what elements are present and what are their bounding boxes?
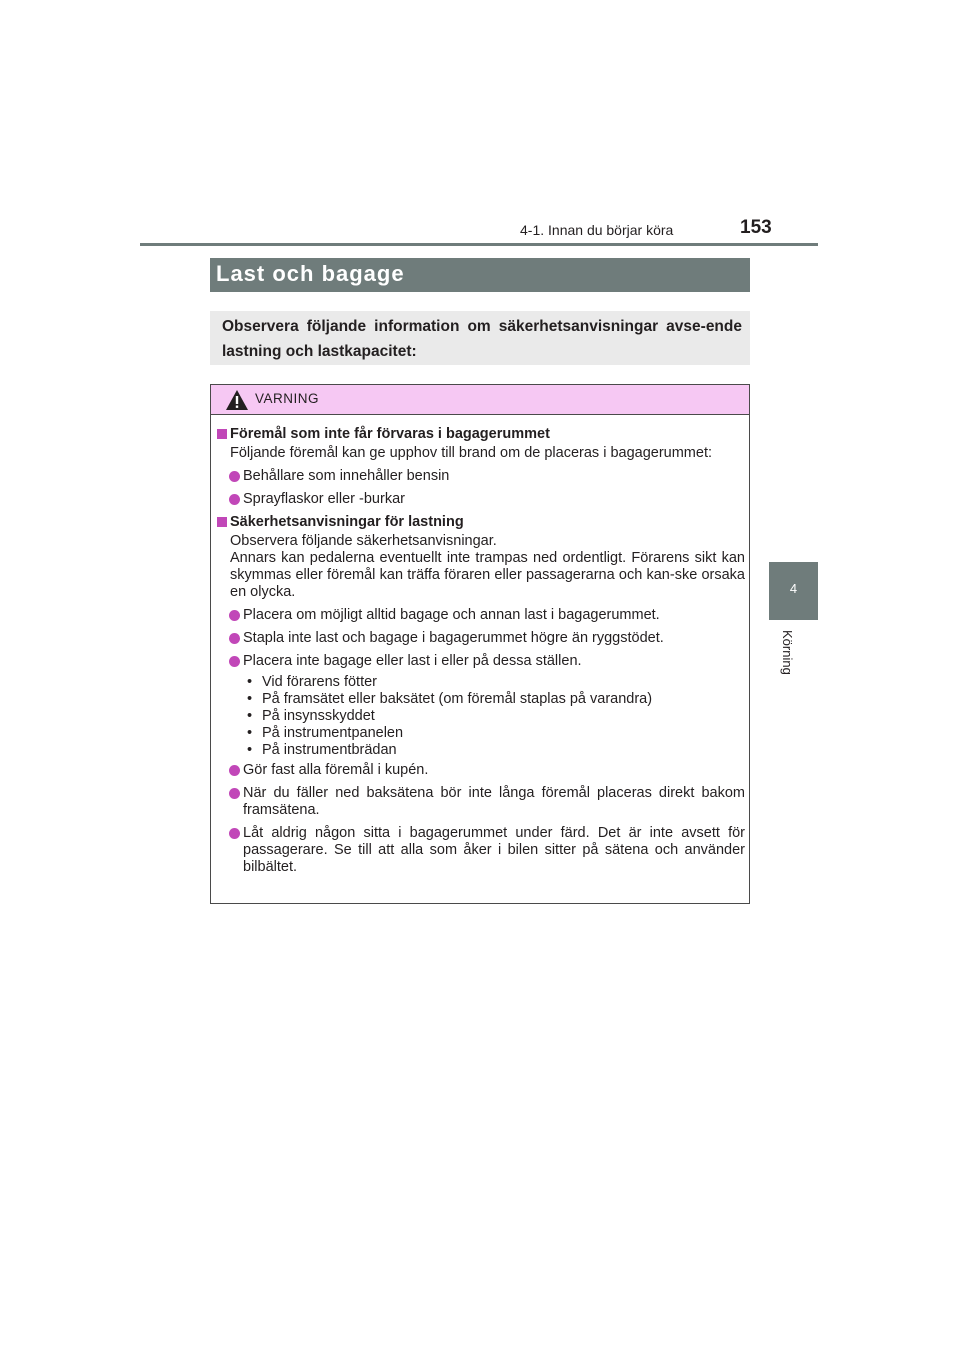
section-heading-text: Föremål som inte får förvaras i bagagerummet	[230, 426, 550, 442]
section-heading-text: Säkerhetsanvisningar för lastning	[230, 514, 464, 530]
section-paragraph: Observera följande säkerhetsanvisningar.	[230, 533, 497, 549]
round-bullet-icon	[229, 633, 240, 644]
sub-list-item	[247, 725, 745, 742]
warning-label: VARNING	[255, 391, 320, 406]
sub-list-item	[247, 742, 745, 759]
section-paragraph: Följande föremål kan ge upphov till brand om de placeras i bagagerummet:	[230, 445, 712, 461]
list-item	[217, 468, 745, 485]
list-item	[217, 491, 745, 508]
sub-list-item	[247, 708, 745, 725]
round-bullet-icon	[229, 656, 240, 667]
section-heading	[217, 514, 745, 531]
section-heading	[217, 426, 745, 443]
sub-list-item	[247, 674, 745, 691]
sub-list-item	[247, 691, 745, 708]
sub-list-item-text: På framsätet eller baksätet (om föremål staplas på varandra)	[262, 691, 653, 707]
small-dot-icon: •	[247, 691, 253, 707]
warning-triangle-icon	[225, 389, 249, 411]
sub-list-item-text: Vid förarens fötter	[262, 674, 377, 690]
round-bullet-icon	[229, 788, 240, 799]
small-dot-icon: •	[247, 674, 253, 690]
section-paragraph: Annars kan pedalerna eventuellt inte trampas ned ordentligt. Förarens sikt kan skymmas eller föremål kan träffa föraren eller passagerarna och kan-ske orsaka en olycka.	[230, 550, 745, 600]
list-item	[217, 630, 745, 647]
sub-list-item-text: På instrumentbrädan	[262, 742, 397, 758]
list-item	[217, 607, 745, 624]
header-rule	[140, 243, 818, 246]
round-bullet-icon	[229, 828, 240, 839]
list-item-text: Gör fast alla föremål i kupén.	[243, 762, 429, 778]
page-number: 153	[740, 217, 772, 238]
intro-text: Observera följande information om säkerhetsanvisningar avse-ende lastning och lastkapacitet:	[222, 318, 742, 360]
list-item	[217, 785, 745, 819]
list-item	[217, 825, 745, 876]
small-dot-icon: •	[247, 708, 253, 724]
square-bullet-icon	[217, 429, 227, 439]
chapter-side-label: Körning	[780, 630, 795, 675]
sub-list-item-text: På insynsskyddet	[262, 708, 375, 724]
list-item-text: Placera om möjligt alltid bagage och annan last i bagagerummet.	[243, 607, 660, 623]
list-item-text: När du fäller ned baksätena bör inte långa föremål placeras direkt bakom framsätena.	[243, 785, 745, 818]
warning-body	[217, 426, 745, 882]
section-title-bar	[210, 258, 750, 292]
list-item-text: Sprayflaskor eller -burkar	[243, 491, 405, 507]
small-dot-icon: •	[247, 725, 253, 741]
sub-list	[217, 674, 745, 759]
round-bullet-icon	[229, 765, 240, 776]
intro-box	[210, 311, 750, 365]
round-bullet-icon	[229, 471, 240, 482]
section-title: Last och bagage	[216, 261, 405, 286]
list-item-text: Behållare som innehåller bensin	[243, 468, 450, 484]
round-bullet-icon	[229, 494, 240, 505]
warning-box	[210, 384, 750, 904]
chapter-tab-number: 4	[789, 581, 798, 596]
sub-list-item-text: På instrumentpanelen	[262, 725, 404, 741]
list-item-text: Stapla inte last och bagage i bagagerummet högre än ryggstödet.	[243, 630, 664, 646]
square-bullet-icon	[217, 517, 227, 527]
small-dot-icon: •	[247, 742, 253, 758]
header-section-label: 4-1. Innan du börjar köra	[520, 222, 674, 238]
chapter-tab	[769, 562, 818, 620]
warning-header	[211, 385, 749, 415]
list-item-text: Låt aldrig någon sitta i bagagerummet under färd. Det är inte avsett för passagerare. Se till att alla som åker i bilen sitter på sätena och använder bilbältet.	[243, 825, 745, 875]
list-item	[217, 762, 745, 779]
list-item-text: Placera inte bagage eller last i eller på dessa ställen.	[243, 653, 582, 669]
round-bullet-icon	[229, 610, 240, 621]
list-item	[217, 653, 745, 670]
